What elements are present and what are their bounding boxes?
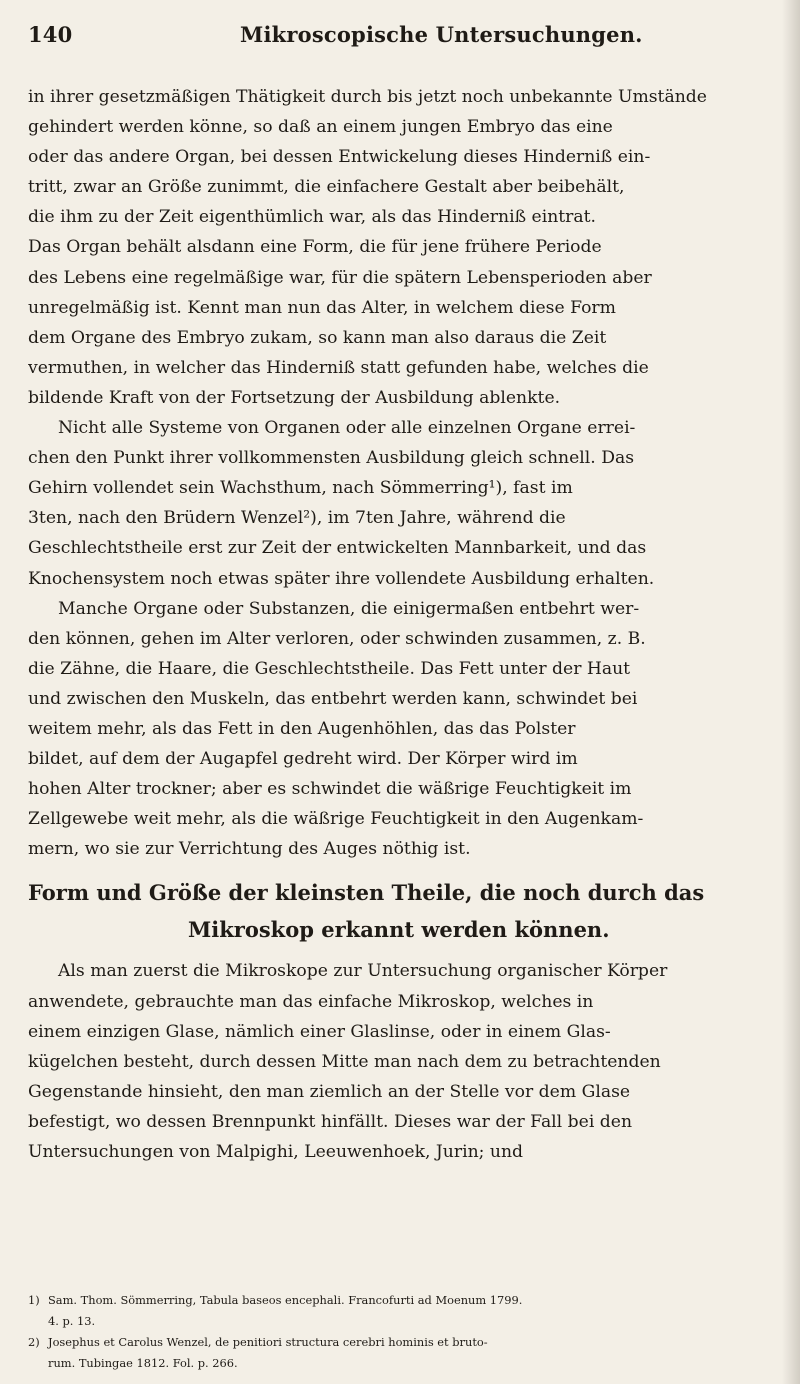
footnote-2: [28, 1332, 788, 1353]
text-line: des Lebens eine regelmäßige war, für die spätern Lebensperioden aber: [28, 267, 652, 288]
text-line: bildende Kraft von der Fortsetzung der Ausbildung ablenkte.: [28, 387, 561, 408]
text-line: weitem mehr, als das Fett in den Augenhöhlen, das das Polster: [28, 718, 576, 739]
text-line: Als man zuerst die Mikroskope zur Untersuchung organischer Körper: [58, 961, 668, 982]
text-line: dem Organe des Embryo zukam, so kann man also daraus die Zeit: [28, 327, 607, 348]
footnote-number: 2): [28, 1335, 40, 1349]
running-title: Mikroscopische Untersuchungen.: [240, 22, 643, 47]
text-line: Das Organ behält alsdann eine Form, die für jene frühere Periode: [28, 237, 602, 258]
text-line: einem einzigen Glase, nämlich einer Glaslinse, oder in einem Glas-: [28, 1021, 611, 1042]
footnote-number: 1): [28, 1293, 40, 1307]
text-line: unregelmäßig ist. Kennt man nun das Alter, in welchem diese Form: [28, 297, 616, 318]
text-line: kügelchen besteht, durch dessen Mitte man nach dem zu betrachtenden: [28, 1051, 661, 1072]
section-heading: [28, 874, 782, 956]
text-line: Gehirn vollendet sein Wachsthum, nach Sömmerring¹), fast im: [28, 478, 573, 499]
text-line: gehindert werden könne, so daß an einem jungen Embryo das eine: [28, 117, 613, 138]
paragraph-3: [28, 956, 782, 1167]
text-line: in ihrer gesetzmäßigen Thätigkeit durch bis jetzt noch unbekannte Umstände: [28, 87, 707, 107]
footnote-2-continuation: rum. Tubingae 1812. Fol. p. 266.: [48, 1356, 238, 1370]
text-line: vermuthen, in welcher das Hinderniß statt gefunden habe, welches die: [28, 357, 649, 378]
text-line: Nicht alle Systeme von Organen oder alle einzelnen Organe errei-: [58, 418, 636, 439]
text-line: und zwischen den Muskeln, das entbehrt werden kann, schwindet bei: [28, 688, 638, 709]
text-line: die ihm zu der Zeit eigenthümlich war, als das Hinderniß eintrat.: [28, 207, 597, 228]
footnote-text: Sam. Thom. Sömmerring, Tabula baseos encephali. Francofurti ad Moenum 1799.: [48, 1293, 523, 1307]
body-text: [28, 82, 782, 1167]
text-line: anwendete, gebrauchte man das einfache Mikroskop, welches in: [28, 991, 594, 1012]
text-line: chen den Punkt ihrer vollkommensten Ausbildung gleich schnell. Das: [28, 448, 635, 469]
text-line: Zellgewebe weit mehr, als die wäßrige Feuchtigkeit in den Augenkam-: [28, 809, 644, 830]
footnote-text: Josephus et Carolus Wenzel, de penitiori structura cerebri hominis et bruto-: [48, 1335, 488, 1349]
text-line: den können, gehen im Alter verloren, oder schwinden zusammen, z. B.: [28, 628, 646, 649]
text-line: Gegenstande hinsieht, den man ziemlich an der Stelle vor dem Glase: [28, 1081, 631, 1102]
text-line: 3ten, nach den Brüdern Wenzel²), im 7ten Jahre, während die: [28, 508, 566, 529]
page-edge-shadow: [782, 0, 800, 1384]
section-heading-line-1: Form und Größe der kleinsten Theile, die noch durch das: [28, 880, 705, 906]
running-header: [28, 22, 768, 56]
text-line: Untersuchungen von Malpighi, Leeuwenhoek, Jurin; und: [28, 1142, 524, 1162]
page-number: 140: [28, 22, 73, 47]
section-heading-line-2: Mikroskop erkannt werden können.: [188, 917, 610, 943]
text-line: Knochensystem noch etwas später ihre vollendete Ausbildung erhalten.: [28, 568, 655, 589]
text-line: befestigt, wo dessen Brennpunkt hinfällt. Dieses war der Fall bei den: [28, 1111, 633, 1132]
text-line: mern, wo sie zur Verrichtung des Auges nöthig ist.: [28, 839, 471, 860]
text-line: oder das andere Organ, bei dessen Entwickelung dieses Hinderniß ein-: [28, 147, 651, 168]
text-line: Geschlechtstheile erst zur Zeit der entwickelten Mannbarkeit, und das: [28, 538, 647, 559]
paragraph-1: [28, 82, 782, 413]
footnotes: [28, 1290, 788, 1374]
footnote-1-continuation: 4. p. 13.: [48, 1314, 96, 1328]
text-line: hohen Alter trockner; aber es schwindet die wäßrige Feuchtigkeit im: [28, 779, 632, 800]
text-line: bildet, auf dem der Augapfel gedreht wird. Der Körper wird im: [28, 749, 578, 770]
footnote-1: [28, 1290, 788, 1311]
paragraph-2: [28, 413, 782, 864]
text-line: Manche Organe oder Substanzen, die einigermaßen entbehrt wer-: [58, 598, 640, 619]
text-line: tritt, zwar an Größe zunimmt, die einfachere Gestalt aber beibehält,: [28, 177, 625, 198]
text-line: die Zähne, die Haare, die Geschlechtstheile. Das Fett unter der Haut: [28, 658, 631, 679]
